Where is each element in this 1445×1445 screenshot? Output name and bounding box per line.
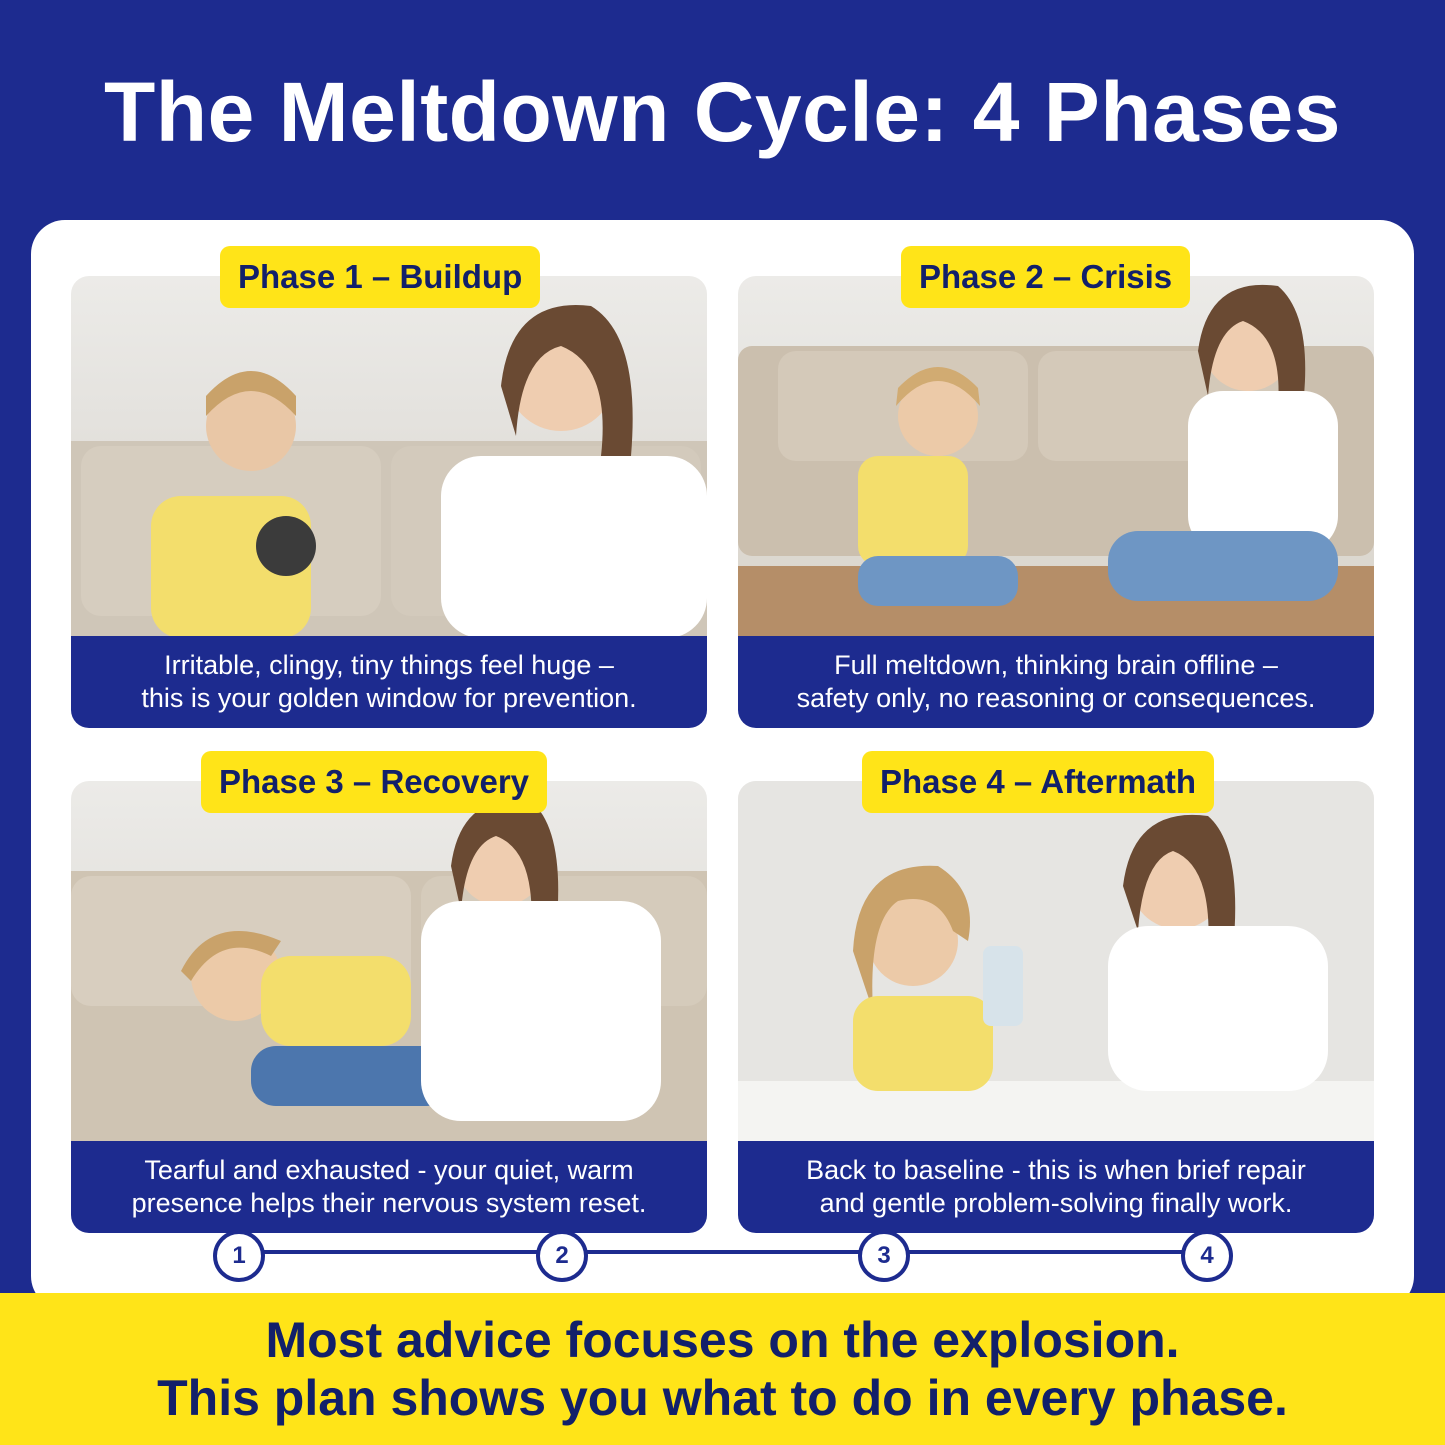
phase-3-caption <box>71 1141 707 1233</box>
phase-1-photo <box>71 276 707 638</box>
footer-line-1: Most advice focuses on the explosion. <box>265 1312 1180 1368</box>
phase-card-1 <box>71 276 707 728</box>
phase-1-caption <box>71 636 707 728</box>
phase-4-caption-line-1: Back to baseline - this is when brief repair <box>806 1155 1306 1185</box>
phase-2-caption <box>738 636 1374 728</box>
footer-banner <box>0 1293 1445 1445</box>
timeline-step-4: 4 <box>1181 1230 1233 1282</box>
phase-1-caption-line-1: Irritable, clingy, tiny things feel huge – <box>164 650 614 680</box>
phase-2-photo <box>738 276 1374 638</box>
phase-4-photo <box>738 781 1374 1143</box>
timeline-step-1: 1 <box>213 1230 265 1282</box>
phase-2-caption-line-1: Full meltdown, thinking brain offline – <box>834 650 1278 680</box>
phase-4-caption-line-2: and gentle problem-solving finally work. <box>819 1188 1293 1218</box>
footer-line-2: This plan shows you what to do in every phase. <box>157 1370 1288 1426</box>
phase-card-2 <box>738 276 1374 728</box>
phase-card-3 <box>71 781 707 1233</box>
timeline-step-3: 3 <box>858 1230 910 1282</box>
phase-1-caption-line-2: this is your golden window for prevention. <box>141 683 637 713</box>
phase-2-caption-line-2: safety only, no reasoning or consequences. <box>796 683 1316 713</box>
phase-4-label: Phase 4 – Aftermath <box>862 751 1214 813</box>
phase-4-caption <box>738 1141 1374 1233</box>
phase-3-photo <box>71 781 707 1143</box>
phase-1-label: Phase 1 – Buildup <box>220 246 540 308</box>
phase-3-caption-line-1: Tearful and exhausted - your quiet, warm <box>144 1155 634 1185</box>
timeline-step-2: 2 <box>536 1230 588 1282</box>
phase-2-label: Phase 2 – Crisis <box>901 246 1190 308</box>
phase-card-4 <box>738 781 1374 1233</box>
phase-3-caption-line-2: presence helps their nervous system reset. <box>131 1188 647 1218</box>
phase-3-label: Phase 3 – Recovery <box>201 751 547 813</box>
page-title: The Meltdown Cycle: 4 Phases <box>103 65 1341 159</box>
